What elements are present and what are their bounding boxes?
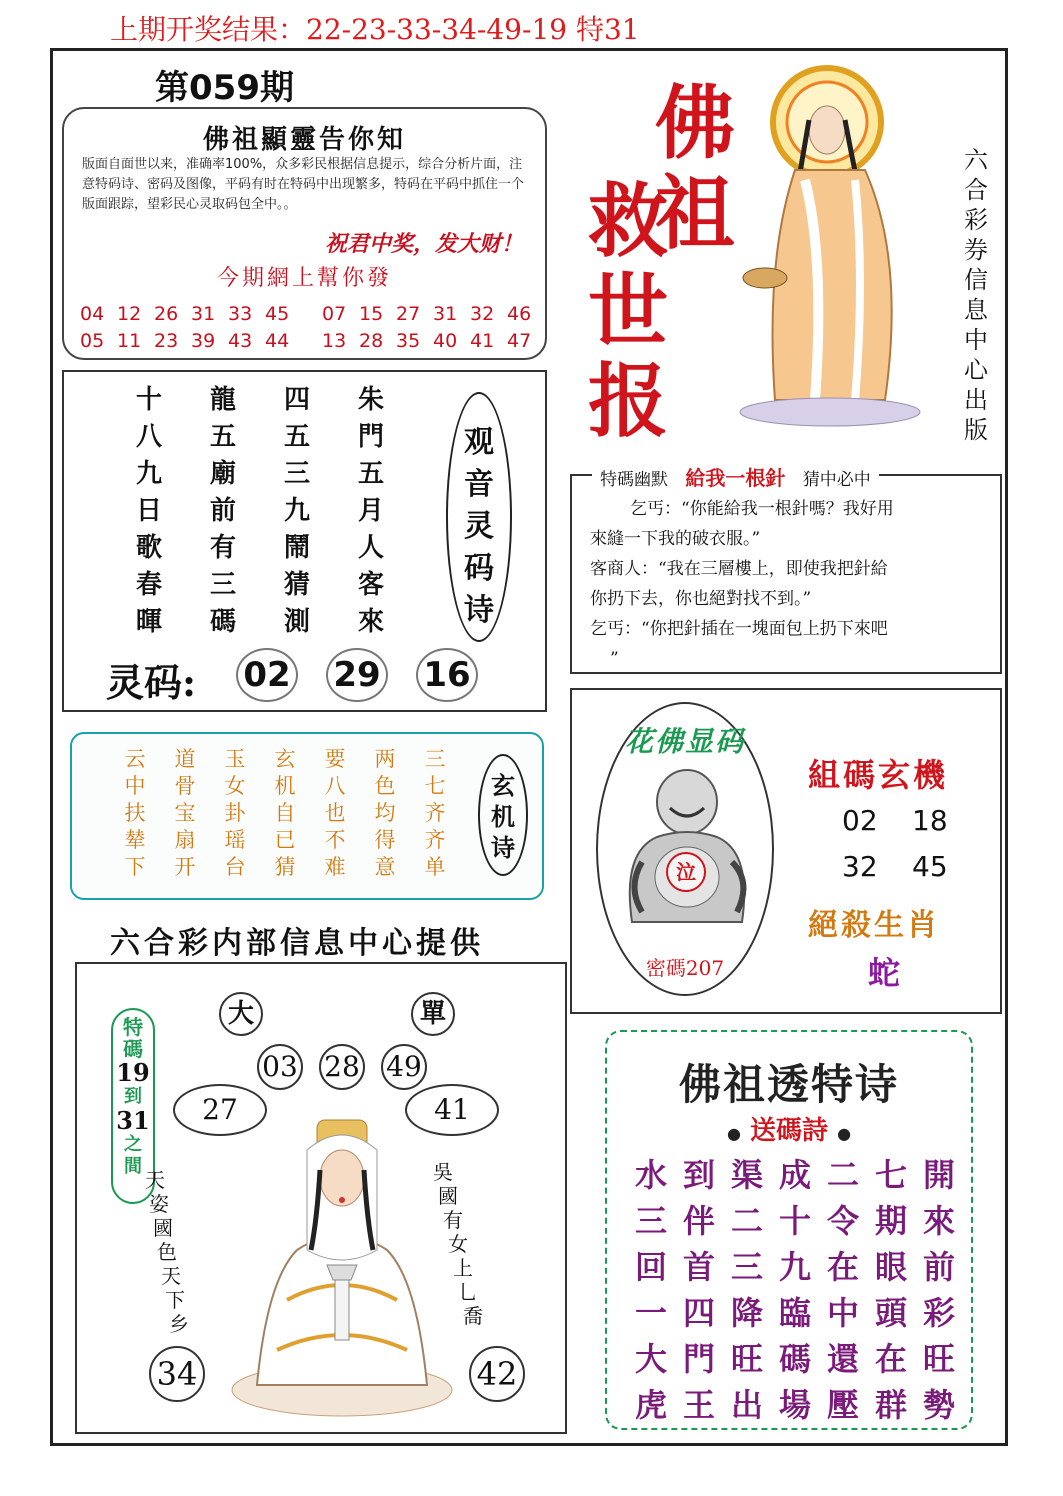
top-number: 28 — [319, 1044, 365, 1090]
hint-char: 到 — [682, 1156, 715, 1194]
combo-title: 組碼玄機 — [808, 756, 949, 794]
title-char: 救 — [588, 174, 668, 268]
lucky-number: 39 — [191, 330, 216, 352]
oval-char: 观 — [464, 425, 494, 460]
publisher-side-text — [962, 145, 990, 445]
notice-wish: 祝君中奖，发大财！ — [324, 231, 523, 257]
standing-guanyin-image — [735, 60, 950, 430]
left-verse — [139, 1168, 219, 1358]
mystery-char: 开 — [174, 855, 196, 879]
mystery-char: 均 — [374, 801, 396, 825]
number-grid-right — [322, 301, 544, 355]
hint-char: 出 — [730, 1386, 763, 1424]
joke-body — [590, 494, 990, 674]
mystery-char: 七 — [424, 774, 446, 798]
joke-line: 乞丐：“你把針插在一塊面包上扔下來吧 — [590, 619, 888, 639]
poem-char: 三 — [283, 459, 310, 489]
side-char: 中 — [964, 326, 988, 354]
mystery-char: 猜 — [274, 855, 296, 879]
poem-char: 十 — [135, 385, 162, 415]
last-result-banner: 上期开奖结果：22-23-33-34-49-19 特31 — [110, 13, 640, 46]
top-number: 03 — [257, 1044, 303, 1090]
title-char: 世 — [588, 264, 668, 358]
oval-char: 机 — [491, 802, 515, 831]
mystery-poem-grid — [110, 746, 460, 881]
verse-char: 天 — [161, 1264, 181, 1288]
joke-line: 你扔下去，你也絕對找不到。” — [590, 589, 812, 609]
lingma-number: 02 — [236, 648, 298, 702]
range-end: 31 — [116, 1106, 150, 1135]
verse-char: 姿 — [149, 1192, 169, 1216]
number-grid-left — [80, 301, 302, 355]
hint-char: 前 — [922, 1248, 955, 1286]
hint-char: 伴 — [682, 1202, 715, 1240]
hint-char: 一 — [634, 1294, 667, 1332]
side-char: 息 — [964, 296, 988, 324]
mystery-char: 扇 — [174, 828, 196, 852]
hint-char: 回 — [634, 1248, 667, 1286]
code-poem-oval — [446, 392, 512, 642]
mystery-char: 不 — [324, 828, 346, 852]
mystery-char: 台 — [224, 855, 246, 879]
hint-char: 二 — [730, 1202, 763, 1240]
mystery-char: 机 — [274, 774, 296, 798]
verse-char: 乡 — [169, 1312, 189, 1336]
mystery-char: 难 — [324, 855, 346, 879]
verse-char: 天 — [145, 1168, 165, 1192]
hint-char: 勢 — [922, 1386, 955, 1424]
lingma-number: 29 — [326, 648, 388, 702]
hint-poem-grid — [627, 1152, 963, 1428]
poem-char: 春 — [135, 570, 162, 600]
joke-box — [570, 466, 1002, 674]
poem-char: 九 — [283, 496, 310, 526]
poem-char: 月 — [357, 496, 384, 526]
poem-char: 人 — [357, 533, 384, 563]
hint-char: 開 — [922, 1156, 955, 1194]
hint-char: 三 — [730, 1248, 763, 1286]
mystery-char: 两 — [374, 747, 396, 771]
hint-char: 虎 — [634, 1386, 667, 1424]
lucky-number: 41 — [470, 330, 495, 352]
notice-today: 今期網上幫你發 — [216, 266, 392, 291]
poem-char: 歌 — [135, 533, 162, 563]
combo-number: 18 — [912, 804, 948, 837]
poem-char: 五 — [283, 422, 310, 452]
poem-char: 前 — [209, 496, 236, 526]
mystery-char: 扶 — [124, 801, 146, 825]
bottom-left-number: 34 — [149, 1346, 205, 1402]
combo-number: 02 — [842, 804, 878, 837]
lucky-number: 35 — [396, 330, 421, 352]
joke-line: ” — [610, 649, 619, 669]
mystery-char: 宝 — [174, 801, 196, 825]
mystery-char: 下 — [124, 855, 146, 879]
poem-char: 五 — [357, 459, 384, 489]
lucky-number: 12 — [117, 303, 142, 325]
poem-char: 九 — [135, 459, 162, 489]
poem-char: 龍 — [209, 385, 236, 415]
notice-body: 版面自面世以来，准确率100%，众多彩民根据信息提示，综合分析片面，注意特码诗、密码及图像，平码有时在特码中出现繁多，特码在平码中抓住一个版面跟踪，望彩民心灵取码包全中。。 — [82, 157, 525, 212]
big-circle: 大 — [219, 992, 263, 1036]
hint-char: 壓 — [826, 1386, 859, 1424]
mystery-char: 八 — [324, 774, 346, 798]
joke-header — [592, 462, 879, 491]
poem-char: 暉 — [135, 607, 162, 637]
side-char: 合 — [964, 176, 988, 204]
guanyin-box — [75, 962, 567, 1434]
lucky-number: 40 — [433, 330, 458, 352]
hint-poem-subtitle — [607, 1110, 971, 1147]
mystery-char: 道 — [174, 747, 196, 771]
lucky-number: 28 — [359, 330, 384, 352]
joke-line: 乞丐：“你能給我一根針嗎？我好用 — [630, 499, 894, 519]
hint-char: 王 — [682, 1386, 715, 1424]
hint-poem-box — [605, 1030, 973, 1430]
lucky-number: 11 — [117, 330, 142, 352]
mystery-char: 色 — [374, 774, 396, 798]
poem-char: 客 — [357, 570, 384, 600]
joke-line: 客商人：“我在三層樓上，即使我把針給 — [590, 559, 888, 579]
joke-line: 來縫一下我的破衣服。” — [590, 529, 761, 549]
lucky-number: 05 — [80, 330, 105, 352]
notice-title: 佛祖顯靈告你知 — [202, 125, 406, 155]
poem-char: 碼 — [209, 607, 236, 637]
code-poem-oval-text — [448, 422, 510, 632]
poem-char: 測 — [283, 607, 310, 637]
poem-char: 廟 — [209, 459, 236, 489]
verse-char: 上 — [453, 1256, 473, 1280]
lucky-number: 31 — [433, 303, 458, 325]
hint-poem-title: 佛祖透特诗 — [678, 1060, 899, 1109]
hint-char: 碼 — [778, 1340, 811, 1378]
verse-char: 國 — [153, 1216, 173, 1240]
combo-number: 32 — [842, 850, 878, 883]
hint-char: 水 — [634, 1156, 667, 1194]
mystery-char: 齐 — [424, 828, 446, 852]
bullet-icon: ● — [726, 1124, 741, 1143]
verse-char: 國 — [438, 1184, 458, 1208]
bottom-right-number: 42 — [469, 1346, 525, 1402]
hint-char: 十 — [778, 1202, 811, 1240]
hint-char: 場 — [778, 1386, 811, 1424]
mystery-char: 已 — [274, 828, 296, 852]
lucky-number: 43 — [228, 330, 253, 352]
mystery-char: 玉 — [224, 747, 246, 771]
hint-char: 群 — [874, 1386, 907, 1424]
buddha-box — [570, 688, 1002, 1014]
lucky-number: 26 — [154, 303, 179, 325]
hint-char: 期 — [874, 1202, 907, 1240]
oval-char: 诗 — [491, 833, 515, 862]
buddha-arc-title: 花佛显码 — [624, 725, 745, 758]
poem-char: 八 — [135, 422, 162, 452]
hint-char: 在 — [826, 1248, 859, 1286]
poem-char: 五 — [209, 422, 236, 452]
hint-char: 門 — [682, 1340, 715, 1378]
hint-char: 中 — [826, 1294, 859, 1332]
hint-char: 令 — [826, 1202, 859, 1240]
hint-char: 降 — [730, 1294, 763, 1332]
title-char: 佛 — [655, 76, 735, 170]
lucky-number: 46 — [507, 303, 532, 325]
poem-char: 門 — [357, 422, 384, 452]
hint-char: 成 — [778, 1156, 811, 1194]
lucky-number: 15 — [359, 303, 384, 325]
mystery-char: 中 — [124, 774, 146, 798]
oval-char: 码 — [464, 551, 494, 586]
oval-char: 玄 — [491, 771, 515, 800]
hint-char: 大 — [634, 1340, 667, 1378]
main-title-line2 — [588, 176, 668, 446]
joke-header-left: 特碼幽默 — [600, 470, 668, 490]
hint-char: 首 — [682, 1248, 715, 1286]
poem-char: 鬧 — [283, 533, 310, 563]
title-char: 报 — [588, 354, 668, 448]
notice-box — [62, 107, 547, 360]
lucky-number: 04 — [80, 303, 105, 325]
special-label: 特碼 — [123, 1015, 143, 1061]
side-char: 六 — [964, 146, 988, 174]
kill-zodiac: 蛇 — [868, 954, 901, 992]
joke-header-title: 給我一根針 — [685, 466, 786, 490]
joke-header-right: 猜中必中 — [802, 470, 871, 490]
mystery-char: 要 — [324, 747, 346, 771]
mystery-char: 齐 — [424, 801, 446, 825]
bullet-icon: ● — [837, 1124, 852, 1143]
poem-char: 朱 — [357, 385, 384, 415]
lucky-number: 07 — [322, 303, 347, 325]
hint-char: 七 — [874, 1156, 907, 1194]
mystery-char: 卦 — [224, 801, 246, 825]
kill-zodiac-title: 絕殺生肖 — [808, 908, 940, 943]
combo-grid — [842, 798, 982, 890]
hint-poem-subtitle-text: 送碼詩 — [749, 1116, 828, 1146]
lucky-number: 47 — [507, 330, 532, 352]
mystery-char: 也 — [324, 801, 346, 825]
poem-char: 有 — [209, 533, 236, 563]
hint-char: 來 — [922, 1202, 955, 1240]
mystery-char: 单 — [424, 855, 446, 879]
mystery-poem-oval — [478, 754, 528, 876]
poem-char: 四 — [283, 385, 310, 415]
mystery-char: 辇 — [124, 828, 146, 852]
hint-char: 渠 — [730, 1156, 763, 1194]
hint-char: 九 — [778, 1248, 811, 1286]
lucky-number: 45 — [265, 303, 290, 325]
code-poem-box — [62, 370, 547, 712]
oval-char: 灵 — [464, 509, 494, 544]
side-char: 彩 — [964, 206, 988, 234]
lucky-number: 23 — [154, 330, 179, 352]
hint-char: 頭 — [874, 1294, 907, 1332]
hint-char: 還 — [826, 1340, 859, 1378]
right-oval-number: 41 — [405, 1084, 499, 1136]
range-start: 19 — [116, 1058, 150, 1087]
verse-char: 喬 — [463, 1304, 483, 1328]
issue-number: 第059期 — [155, 68, 294, 108]
seated-guanyin-image — [227, 1100, 457, 1420]
verse-char: 有 — [443, 1208, 463, 1232]
mystery-char: 骨 — [174, 774, 196, 798]
laughing-buddha-image — [612, 762, 762, 932]
side-char: 版 — [964, 416, 988, 444]
lingma-label: 灵码: — [106, 660, 197, 705]
hint-char: 旺 — [922, 1340, 955, 1378]
range-to: 到 — [124, 1086, 142, 1107]
mystery-char: 瑶 — [224, 828, 246, 852]
range-suffix: 之間 — [124, 1134, 142, 1177]
buddha-oval — [596, 702, 774, 996]
mystery-char: 玄 — [274, 747, 296, 771]
oval-char: 音 — [464, 467, 494, 502]
mystery-char: 得 — [374, 828, 396, 852]
hint-char: 在 — [874, 1340, 907, 1378]
title-char: 祖 — [655, 166, 735, 260]
side-char: 心 — [964, 356, 988, 384]
hint-char: 眼 — [874, 1248, 907, 1286]
poem-char: 猜 — [283, 570, 310, 600]
hint-char: 四 — [682, 1294, 715, 1332]
lingma-number: 16 — [416, 648, 478, 702]
side-char: 信 — [964, 266, 988, 294]
lucky-number: 33 — [228, 303, 253, 325]
side-char: 出 — [964, 386, 988, 414]
hint-char: 彩 — [922, 1294, 955, 1332]
code-poem-grid — [112, 384, 408, 639]
top-number: 49 — [381, 1044, 427, 1090]
hint-char: 旺 — [730, 1340, 763, 1378]
lucky-number: 27 — [396, 303, 421, 325]
poem-char: 來 — [357, 607, 384, 637]
verse-char: 下 — [165, 1288, 185, 1312]
verse-char: 女 — [448, 1232, 468, 1256]
mystery-poem-box — [70, 732, 544, 900]
buddha-badge: 泣 — [666, 852, 706, 892]
lucky-number: 32 — [470, 303, 495, 325]
secret-code: 密碼207 — [645, 956, 725, 980]
provider-line: 六合彩内部信息中心提供 — [110, 926, 484, 961]
lucky-number: 31 — [191, 303, 216, 325]
hint-char: 臨 — [778, 1294, 811, 1332]
hint-char: 二 — [826, 1156, 859, 1194]
mystery-char: 意 — [374, 855, 396, 879]
mystery-char: 云 — [124, 747, 146, 771]
left-oval-number: 27 — [173, 1084, 267, 1136]
side-char: 券 — [964, 236, 988, 264]
poem-char: 日 — [135, 496, 162, 526]
lucky-number: 13 — [322, 330, 347, 352]
poem-char: 三 — [209, 570, 236, 600]
lucky-number: 44 — [265, 330, 290, 352]
mystery-char: 三 — [424, 747, 446, 771]
mystery-poem-oval-text — [480, 770, 526, 863]
verse-char: 色 — [157, 1240, 177, 1264]
verse-char: 乚 — [458, 1280, 478, 1304]
oval-char: 诗 — [464, 593, 494, 628]
single-circle: 單 — [411, 992, 455, 1036]
hint-char: 三 — [634, 1202, 667, 1240]
left-verse-chars — [139, 1168, 219, 1336]
verse-char: 吳 — [433, 1160, 453, 1184]
mystery-char: 女 — [224, 774, 246, 798]
mystery-char: 自 — [274, 801, 296, 825]
combo-number: 45 — [912, 850, 948, 883]
